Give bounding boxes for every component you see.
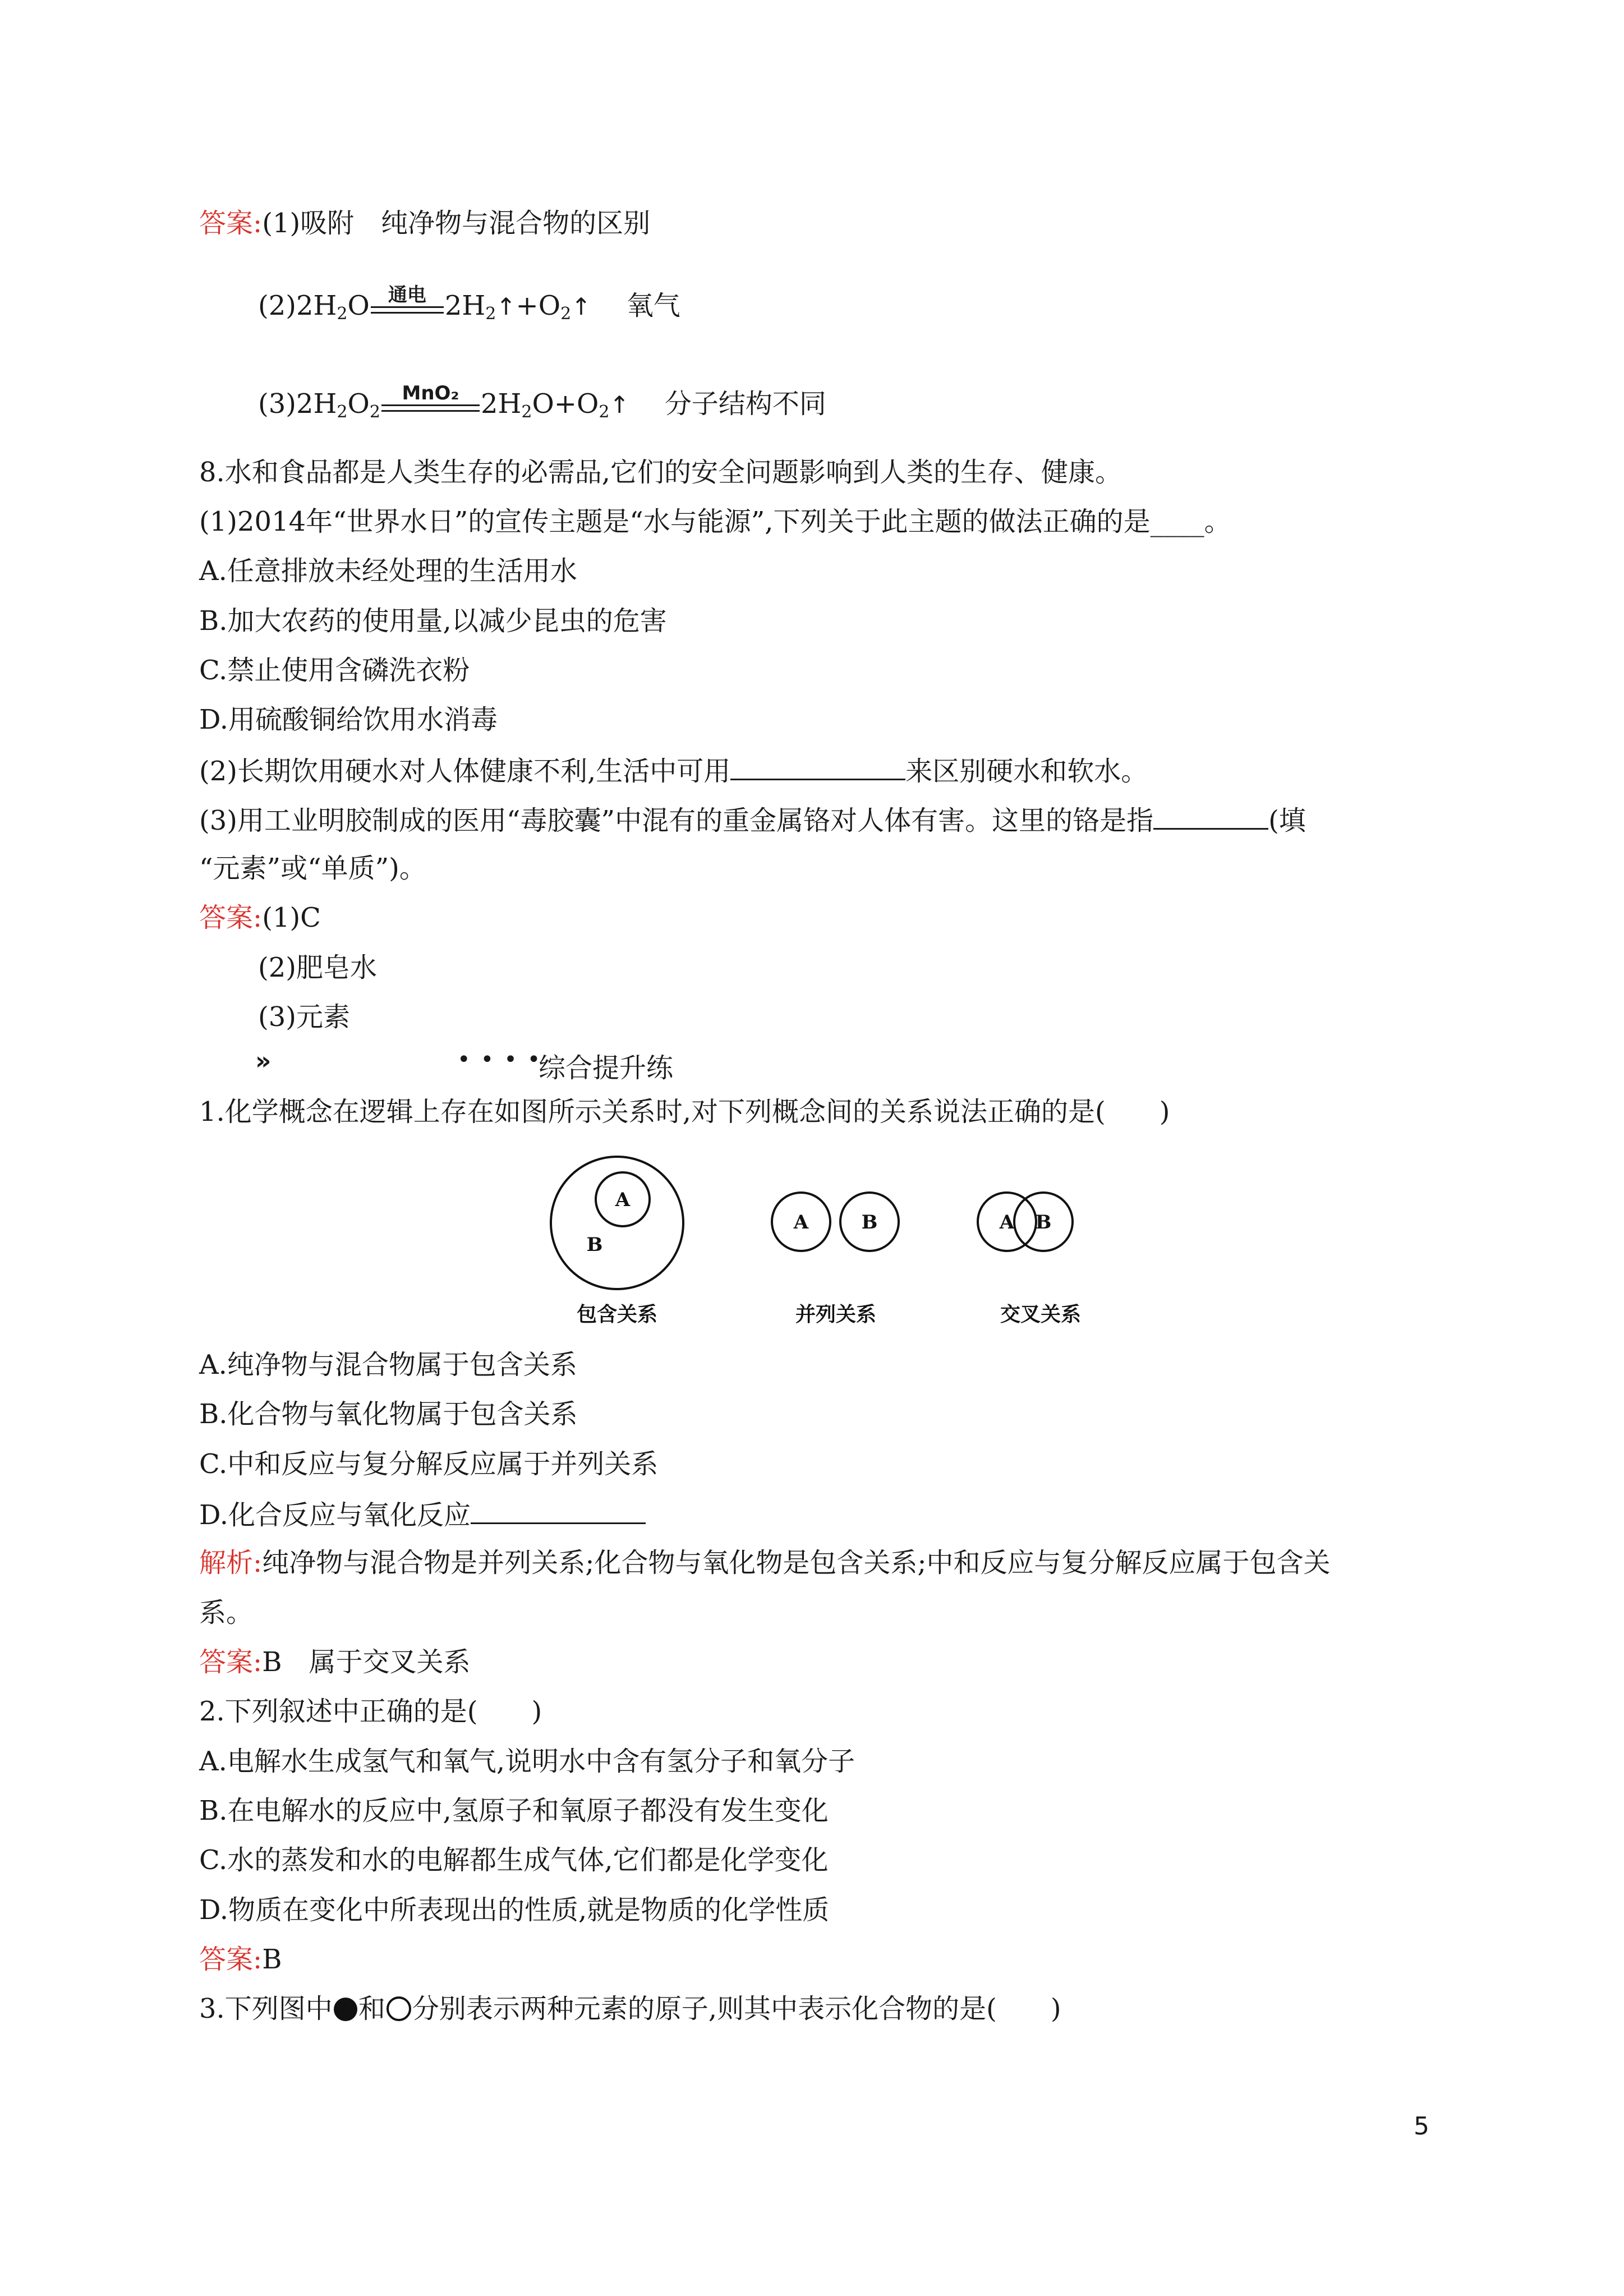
- reaction-condition: MnO₂: [381, 382, 480, 412]
- q8-part3-line2: “元素”或“单质”)。: [199, 853, 426, 884]
- q7-answer-equation-1: $(2)2H_2O$ 通电 $2H_2↑+O_2↑$ 氧气: [258, 284, 680, 324]
- q2-option-b: B.在电解水的反应中,氢原子和氧原子都没有发生变化: [199, 1795, 829, 1826]
- intersection-diagram: [978, 1193, 1081, 1326]
- label-b: B: [586, 1234, 603, 1256]
- double-chevron-icon: »: [255, 1047, 272, 1075]
- label-a: A: [999, 1211, 1015, 1234]
- caption-inclusion: 包含关系: [576, 1303, 658, 1326]
- q8-answer-line3: (3)元素: [258, 1001, 350, 1033]
- q1-stem: 1.化学概念在逻辑上存在如图所示关系时,对下列概念间的关系说法正确的是( ): [199, 1096, 1170, 1128]
- reaction-condition: 通电: [371, 284, 444, 314]
- white-atom-icon: [387, 1996, 411, 2021]
- answer-blank: [471, 1497, 646, 1524]
- q8-option-c: C.禁止使用含磷洗衣粉: [199, 655, 470, 686]
- q1-answer: 答案:B 属于交叉关系: [199, 1646, 471, 1678]
- q1-option-b: B.化合物与氧化物属于包含关系: [199, 1398, 578, 1430]
- q8-option-d: D.用硫酸铜给饮用水消毒: [199, 704, 498, 735]
- q1-analysis-line2: 系。: [199, 1597, 254, 1628]
- q1-option-c: C.中和反应与复分解反应属于并列关系: [199, 1448, 659, 1480]
- q8-answer-line2: (2)肥皂水: [258, 952, 377, 983]
- q3-stem: 3.下列图中 和 分别表示两种元素的原子,则其中表示化合物的是( ): [199, 1993, 1061, 2024]
- parallel-diagram: [772, 1193, 899, 1326]
- label-b: B: [1035, 1211, 1052, 1234]
- caption-parallel: 并列关系: [795, 1303, 877, 1326]
- concept-relationship-figure: [539, 1150, 1111, 1335]
- q8-part2: (2)长期饮用硬水对人体健康不利,生活中可用 来区别硬水和软水。: [199, 753, 1148, 788]
- q7-answer-line1: [199, 206, 650, 240]
- label-a: A: [793, 1211, 809, 1234]
- q2-option-a: A.电解水生成氢气和氧气,说明水中含有氢分子和氧分子: [199, 1746, 855, 1777]
- q2-answer: 答案:B: [199, 1944, 282, 1975]
- answer-label: 答案:: [199, 208, 263, 239]
- q7-answer-equation-2: $(3)2H_2O_2$ MnO₂ $2H_2O+O_2↑$ 分子结构不同: [258, 382, 826, 422]
- q8-part1: (1)2014年“世界水日”的宣传主题是“水与能源”,下列关于此主题的做法正确的是____。: [199, 506, 1231, 537]
- q1-analysis-line1: 解析:纯净物与混合物是并列关系;化合物与氧化物是包含关系;中和反应与复分解反应属于包含关: [199, 1547, 1331, 1579]
- answer-blank: [730, 753, 905, 780]
- dots-decoration: ••••: [457, 1047, 551, 1073]
- answer-text: (1)吸附 纯净物与混合物的区别: [262, 208, 651, 239]
- caption-intersection: 交叉关系: [1000, 1303, 1082, 1326]
- q2-option-d: D.物质在变化中所表现出的性质,就是物质的化学性质: [199, 1894, 830, 1926]
- section-title: 综合提升练: [539, 1052, 674, 1084]
- page-number: 5: [1414, 2112, 1429, 2141]
- q8-answer-line1: 答案:(1)C: [199, 902, 321, 933]
- q1-option-a: A.纯净物与混合物属于包含关系: [199, 1349, 577, 1381]
- inclusion-diagram: [551, 1157, 683, 1326]
- label-b: B: [861, 1211, 878, 1234]
- q8-option-a: A.任意排放未经处理的生活用水: [199, 555, 577, 587]
- black-atom-icon: [334, 1998, 357, 2021]
- answer-blank: [1153, 802, 1268, 830]
- q2-option-c: C.水的蒸发和水的电解都生成气体,它们都是化学变化: [199, 1844, 829, 1876]
- q8-stem: 8.水和食品都是人类生存的必需品,它们的安全问题影响到人类的生存、健康。: [199, 457, 1122, 488]
- q8-option-b: B.加大农药的使用量,以减少昆虫的危害: [199, 605, 667, 637]
- label-a: A: [615, 1189, 631, 1211]
- q1-option-d: D.化合反应与氧化反应: [199, 1497, 646, 1532]
- q8-part3: (3)用工业明胶制成的医用“毒胶囊”中混有的重金属铬对人体有害。这里的铬是指 (填: [199, 802, 1306, 838]
- q2-stem: 2.下列叙述中正确的是( ): [199, 1696, 542, 1727]
